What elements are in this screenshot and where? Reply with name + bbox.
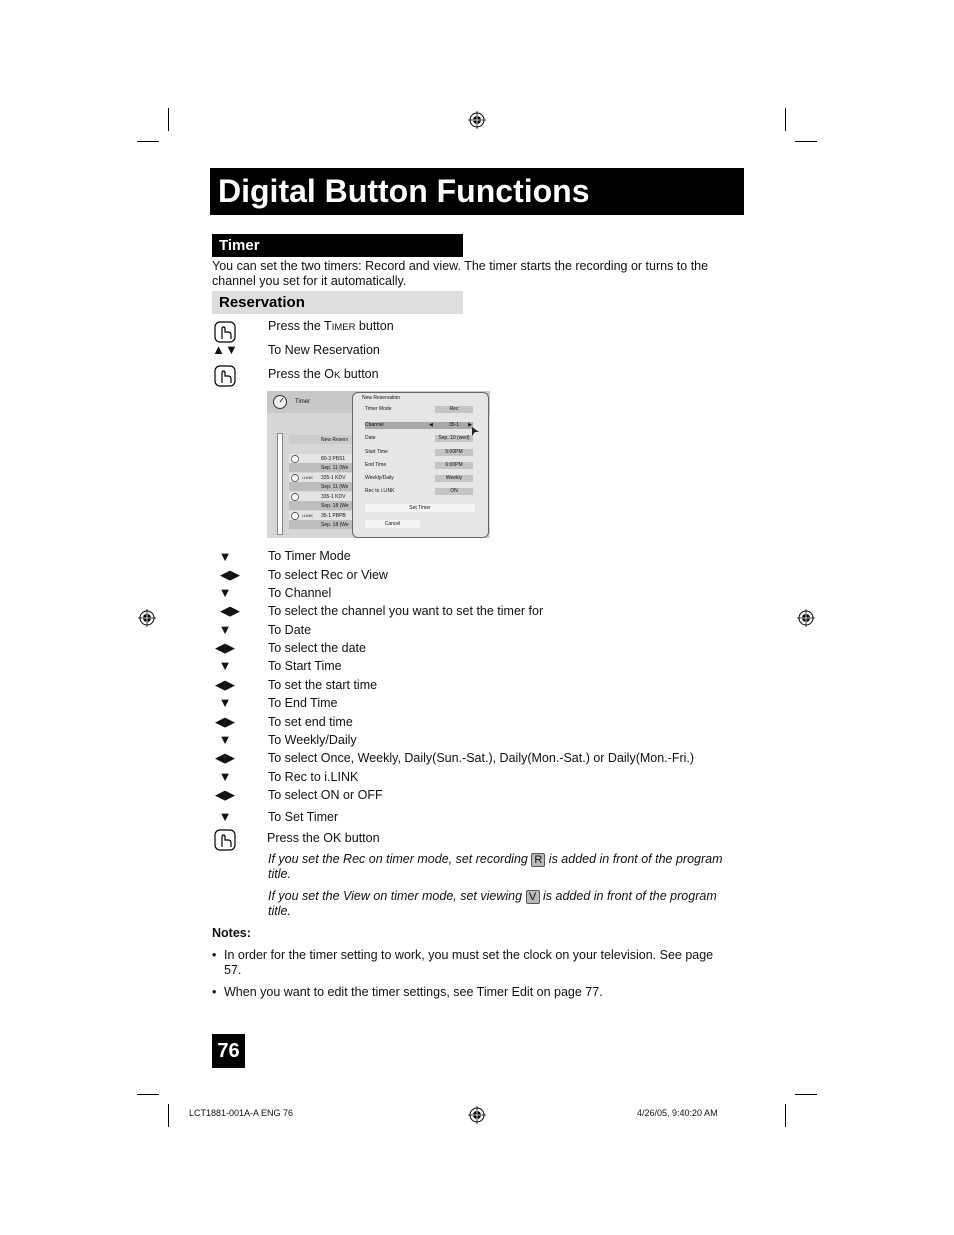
list-item <box>289 511 359 520</box>
step-text-pre: Press the T <box>268 319 332 333</box>
down-arrow-icon: ▼ <box>218 549 232 564</box>
list-item <box>289 520 359 529</box>
bullet: • <box>212 985 217 999</box>
down-arrow-icon: ▼ <box>218 658 232 673</box>
field-value: 35-1 <box>448 422 459 428</box>
note-text-pre: If you set the View on timer mode, set viewing <box>268 889 526 903</box>
field-value: 5:00PM <box>435 449 473 456</box>
crop-mark <box>168 108 169 131</box>
note-text-pre: If you set the Rec on timer mode, set recording <box>268 852 532 866</box>
note-text-post: is added in front of the program title. <box>268 889 717 918</box>
field-value: Sep. 10 (wed) <box>435 435 473 442</box>
list-item <box>289 435 359 444</box>
dialog-field-timer-mode[interactable] <box>365 406 473 413</box>
left-right-arrows-icon: ◀▶ <box>215 640 235 655</box>
dialog-field-channel[interactable] <box>365 422 473 429</box>
cancel-button[interactable]: Cancel <box>365 520 420 528</box>
ilink-label: i.LINK <box>302 513 313 518</box>
notes-heading: Notes: <box>212 926 251 940</box>
field-label: Start Time <box>365 449 388 455</box>
down-arrow-icon: ▼ <box>218 732 232 747</box>
step-text: To Rec to i.LINK <box>268 770 359 784</box>
field-label: Rec to i.LINK <box>365 488 395 494</box>
field-label: Date <box>365 435 376 441</box>
list-label: New Reserv <box>321 437 349 443</box>
field-label: Timer Mode <box>365 406 392 412</box>
row-text: 35-1 PBPB <box>321 513 346 519</box>
crop-mark <box>795 141 817 142</box>
dialog-field-date[interactable] <box>365 435 473 442</box>
step-text: To set the start time <box>268 678 378 692</box>
step-press-ok-final: Press the OK button <box>267 831 380 845</box>
step-text: To Channel <box>268 586 332 600</box>
set-timer-button[interactable]: Set Timer <box>365 504 475 512</box>
press-button-icon <box>213 364 237 388</box>
step-text: To select the channel you want to set the timer for <box>268 604 544 618</box>
row-text: 335-1 KDV <box>321 475 346 481</box>
note-text-post: is added in front of the program title. <box>268 852 723 881</box>
field-label: Weekly/Daily <box>365 475 394 481</box>
viewing-badge-icon: V <box>526 890 540 904</box>
timer-record-icon <box>291 493 299 501</box>
crop-mark <box>137 1094 159 1095</box>
press-button-icon <box>213 828 237 852</box>
left-arrow-icon: ◀ <box>429 422 433 428</box>
note-view <box>268 889 738 919</box>
left-right-arrows-icon: ◀▶ <box>220 567 240 582</box>
list-item <box>289 473 359 482</box>
list-item <box>289 454 359 463</box>
down-arrow-icon: ▼ <box>218 695 232 710</box>
cursor-arrow-icon <box>472 427 480 436</box>
field-label: Channel <box>365 422 384 428</box>
crop-mark <box>795 1094 817 1095</box>
new-reservation-dialog <box>352 392 489 538</box>
dialog-title: New Reservation <box>362 395 401 401</box>
press-button-icon <box>213 320 237 344</box>
step-text-post: button <box>355 319 394 333</box>
dialog-field-end-time[interactable] <box>365 462 473 469</box>
field-label: End Time <box>365 462 387 468</box>
up-down-arrows-icon: ▲▼ <box>212 342 238 357</box>
scrollbar <box>277 433 283 535</box>
section-heading-timer: Timer <box>212 234 463 257</box>
list-item <box>289 482 359 491</box>
left-right-arrows-icon: ◀▶ <box>215 714 235 729</box>
step-text: To Weekly/Daily <box>268 733 357 747</box>
intro-text: You can set the two timers: Record and view. The timer starts the recording or turns to the channel you set for it automatically. <box>212 259 709 288</box>
bullet: • <box>212 948 217 962</box>
field-value: ON <box>435 488 473 495</box>
screen-header-label: Timer <box>295 399 311 405</box>
step-text: To set end time <box>268 715 353 729</box>
recording-badge-icon: R <box>531 853 545 867</box>
row-text: Sep. 11 (We <box>321 484 349 490</box>
step-press-ok <box>268 367 379 381</box>
dialog-field-start-time[interactable] <box>365 449 473 456</box>
note-item <box>212 948 732 978</box>
dialog-field-rec-to-ilink[interactable] <box>365 488 473 495</box>
field-value: 6:00PM <box>435 462 473 469</box>
list-item <box>289 492 359 501</box>
down-arrow-icon: ▼ <box>218 809 232 824</box>
step-text: To Start Time <box>268 659 342 673</box>
footer-right: 4/26/05, 9:40:20 AM <box>637 1108 718 1118</box>
timer-record-icon <box>291 512 299 520</box>
ilink-label: i.LINK <box>302 475 313 480</box>
note-item-text: When you want to edit the timer settings, see Timer Edit on page 77. <box>224 985 603 999</box>
row-text: Sep. 18 (We <box>321 503 349 509</box>
step-text: To Set Timer <box>268 810 339 824</box>
registration-mark-icon <box>138 609 156 627</box>
left-right-arrows-icon: ◀▶ <box>220 603 240 618</box>
note-item <box>212 985 732 1000</box>
list-item <box>289 501 359 510</box>
footer-left: LCT1881-001A-A ENG 76 <box>189 1108 294 1118</box>
crop-mark <box>168 1104 169 1127</box>
crop-mark <box>785 1104 786 1127</box>
page-number: 76 <box>212 1034 245 1068</box>
step-text-pre: Press the O <box>268 367 334 381</box>
dialog-field-weekly-daily[interactable] <box>365 475 473 482</box>
step-text: To Timer Mode <box>268 549 351 563</box>
note-rec <box>268 852 738 882</box>
down-arrow-icon: ▼ <box>218 585 232 600</box>
registration-mark-icon <box>797 609 815 627</box>
row-text: 80-3 PBS1 <box>321 456 346 462</box>
left-right-arrows-icon: ◀▶ <box>215 677 235 692</box>
list-item <box>289 463 359 472</box>
step-text: To select Once, Weekly, Daily(Sun.-Sat.), Daily(Mon.-Sat.) or Daily(Mon.-Fri.) <box>268 751 695 765</box>
left-right-arrows-icon: ◀▶ <box>215 787 235 802</box>
step-text: To End Time <box>268 696 338 710</box>
registration-mark-icon <box>468 1106 486 1124</box>
step-text-post: button <box>340 367 379 381</box>
step-press-timer <box>268 319 394 333</box>
crop-mark <box>137 141 159 142</box>
timer-record-icon <box>291 455 299 463</box>
crop-mark <box>785 108 786 131</box>
row-text: 335-1 KDV <box>321 494 346 500</box>
field-value: Weekly <box>435 475 473 482</box>
right-arrow-icon: ▶ <box>468 422 472 428</box>
step-new-reservation: To New Reservation <box>268 343 380 357</box>
down-arrow-icon: ▼ <box>218 622 232 637</box>
field-value: Rec <box>435 406 473 413</box>
row-text: Sep. 18 (We <box>321 522 349 528</box>
left-right-arrows-icon: ◀▶ <box>215 750 235 765</box>
step-text-smallcaps: IMER <box>331 322 356 333</box>
note-item-text: In order for the timer setting to work, you must set the clock on your television. See page 57. <box>224 948 714 977</box>
clock-icon <box>272 394 288 410</box>
row-text: Sep. 11 (We <box>321 465 349 471</box>
step-text: To Date <box>268 623 312 637</box>
down-arrow-icon: ▼ <box>218 769 232 784</box>
registration-mark-icon <box>468 111 486 129</box>
step-text: To select Rec or View <box>268 568 388 582</box>
section-heading-reservation: Reservation <box>212 291 463 314</box>
timer-record-icon <box>291 474 299 482</box>
step-text: To select ON or OFF <box>268 788 383 802</box>
page-title: Digital Button Functions <box>210 168 744 215</box>
step-text: To select the date <box>268 641 366 655</box>
step-text-smallcaps: K <box>334 370 341 381</box>
